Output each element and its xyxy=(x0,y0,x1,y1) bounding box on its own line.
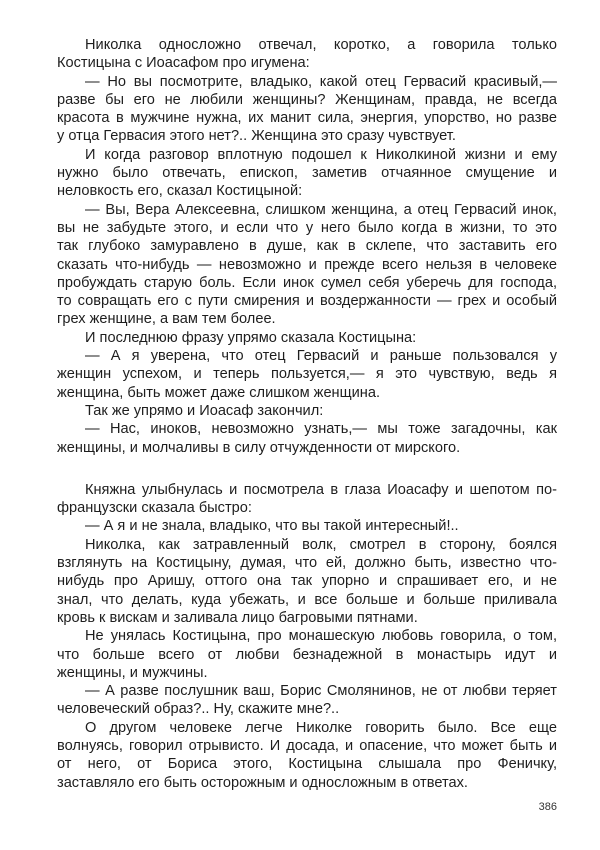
text-line: волнуясь, говорил отрывисто. И досада, и опасение, что может быть и xyxy=(57,737,557,754)
text-line: женщины, и мужчины. xyxy=(57,664,208,681)
text-line: кровь к вискам и заливала лицо багровыми пятнами. xyxy=(57,609,418,626)
text-line: Не унялась Костицына, про монашескую любовь говорила, о том, xyxy=(85,628,557,645)
text-line: Николка, как затравленный волк, смотрел в сторону, боялся xyxy=(85,536,557,553)
paragraph xyxy=(57,36,557,73)
text-line: женщины, и молчаливы в силу отчужденности от мирского. xyxy=(57,439,461,456)
text-section xyxy=(57,36,557,457)
paragraph xyxy=(57,719,557,792)
text-line: французски сказала быстро: xyxy=(57,500,252,517)
text-line: женщин успехом, и теперь пользуется,— я это чувствую, ведь я xyxy=(57,366,557,383)
paragraph xyxy=(57,146,557,201)
text-line: — А разве послушник ваш, Борис Смолянинов, не от любви теряет xyxy=(85,683,557,700)
text-line: Так же упрямо и Иоасаф закончил: xyxy=(85,402,324,419)
text-line: Костицына с Иоасафом про игумена: xyxy=(57,55,310,72)
paragraph xyxy=(57,481,557,518)
text-line: неловкость его, сказал Костицыной: xyxy=(57,183,303,200)
paragraph xyxy=(57,627,557,682)
text-line: знал, что делать, куда убежать, и все больше и больше приливала xyxy=(57,591,557,608)
text-line: взглянуть на Костицыну, думая, что ей, должно быть, известно что- xyxy=(57,555,557,572)
text-line: — Вы, Вера Алексеевна, слишком женщина, а отец Гервасий инок, xyxy=(85,201,557,218)
paragraph xyxy=(57,347,557,402)
text-line: что больше всего от любви безнадежной в монастырь идут и xyxy=(57,646,557,663)
paragraph xyxy=(57,517,557,535)
text-line: красота в мужчине нужна, их манит сила, энергия, упорство, но разве xyxy=(57,110,557,127)
text-line: сказать что-нибудь — невозможно и прежде всего нельзя в человеке xyxy=(57,256,557,273)
text-line: у отца Гервасия этого нет?.. Женщина это сразу чувствует. xyxy=(57,128,456,145)
text-line: нибудь про Аришу, оттого она так упорно и спрашивает его, и не xyxy=(57,573,557,590)
text-line: — Но вы посмотрите, владыко, какой отец Гервасий красивый,— xyxy=(85,73,557,90)
book-page-text xyxy=(57,36,557,792)
text-line: разве бы его не любили женщины? Женщинам, правда, не всегда xyxy=(57,91,557,108)
text-line: вы не забудьте этого, и если что у него было когда в жизни, то это xyxy=(57,219,557,236)
text-line: грех женщине, а вам тем более. xyxy=(57,311,276,328)
text-line: женщина, быть может даже слишком женщина. xyxy=(57,384,381,401)
paragraph xyxy=(57,682,557,719)
text-section xyxy=(57,481,557,792)
text-line: пробуждать старую боль. Если инок сумел себя уберечь для господа, xyxy=(57,274,557,291)
text-line: так глубоко замуравлено в душе, как в склепе, что заставить его xyxy=(57,238,557,255)
text-line: Николка односложно отвечал, коротко, а говорила только xyxy=(85,37,557,53)
text-line: И последнюю фразу упрямо сказала Костицына: xyxy=(85,329,417,346)
text-line: О другом человеке легче Николке говорить было. Все еще xyxy=(85,719,557,736)
text-line: нужно было отвечать, епископ, заметив отчаянное смущение и xyxy=(57,165,557,182)
text-line: — А я уверена, что отец Гервасий и раньше пользовался у xyxy=(85,348,557,365)
paragraph xyxy=(57,402,557,420)
text-line: то совращать его с пути смирения и воздержанности — грех и особый xyxy=(57,293,557,310)
paragraph xyxy=(57,329,557,347)
text-line: — А я и не знала, владыко, что вы такой интересный!.. xyxy=(85,518,459,535)
text-line: И когда разговор вплотную подошел к Николкиной жизни и ему xyxy=(85,146,557,163)
paragraph xyxy=(57,420,557,457)
text-line: заставляло его быть осторожным и односложным в ответах. xyxy=(57,774,468,791)
paragraph xyxy=(57,73,557,146)
page-number: 386 xyxy=(538,801,557,813)
paragraph xyxy=(57,201,557,329)
paragraph xyxy=(57,536,557,627)
text-line: от него, от Бориса этого, Костицына слышала про Феничку, xyxy=(57,756,557,773)
text-line: человеческий образ?.. Ну, скажите мне?.. xyxy=(57,701,340,718)
text-line: — Нас, иноков, невозможно узнать,— мы тоже загадочны, как xyxy=(85,421,557,438)
text-line: Княжна улыбнулась и посмотрела в глаза Иоасафу и шепотом по- xyxy=(85,481,557,498)
